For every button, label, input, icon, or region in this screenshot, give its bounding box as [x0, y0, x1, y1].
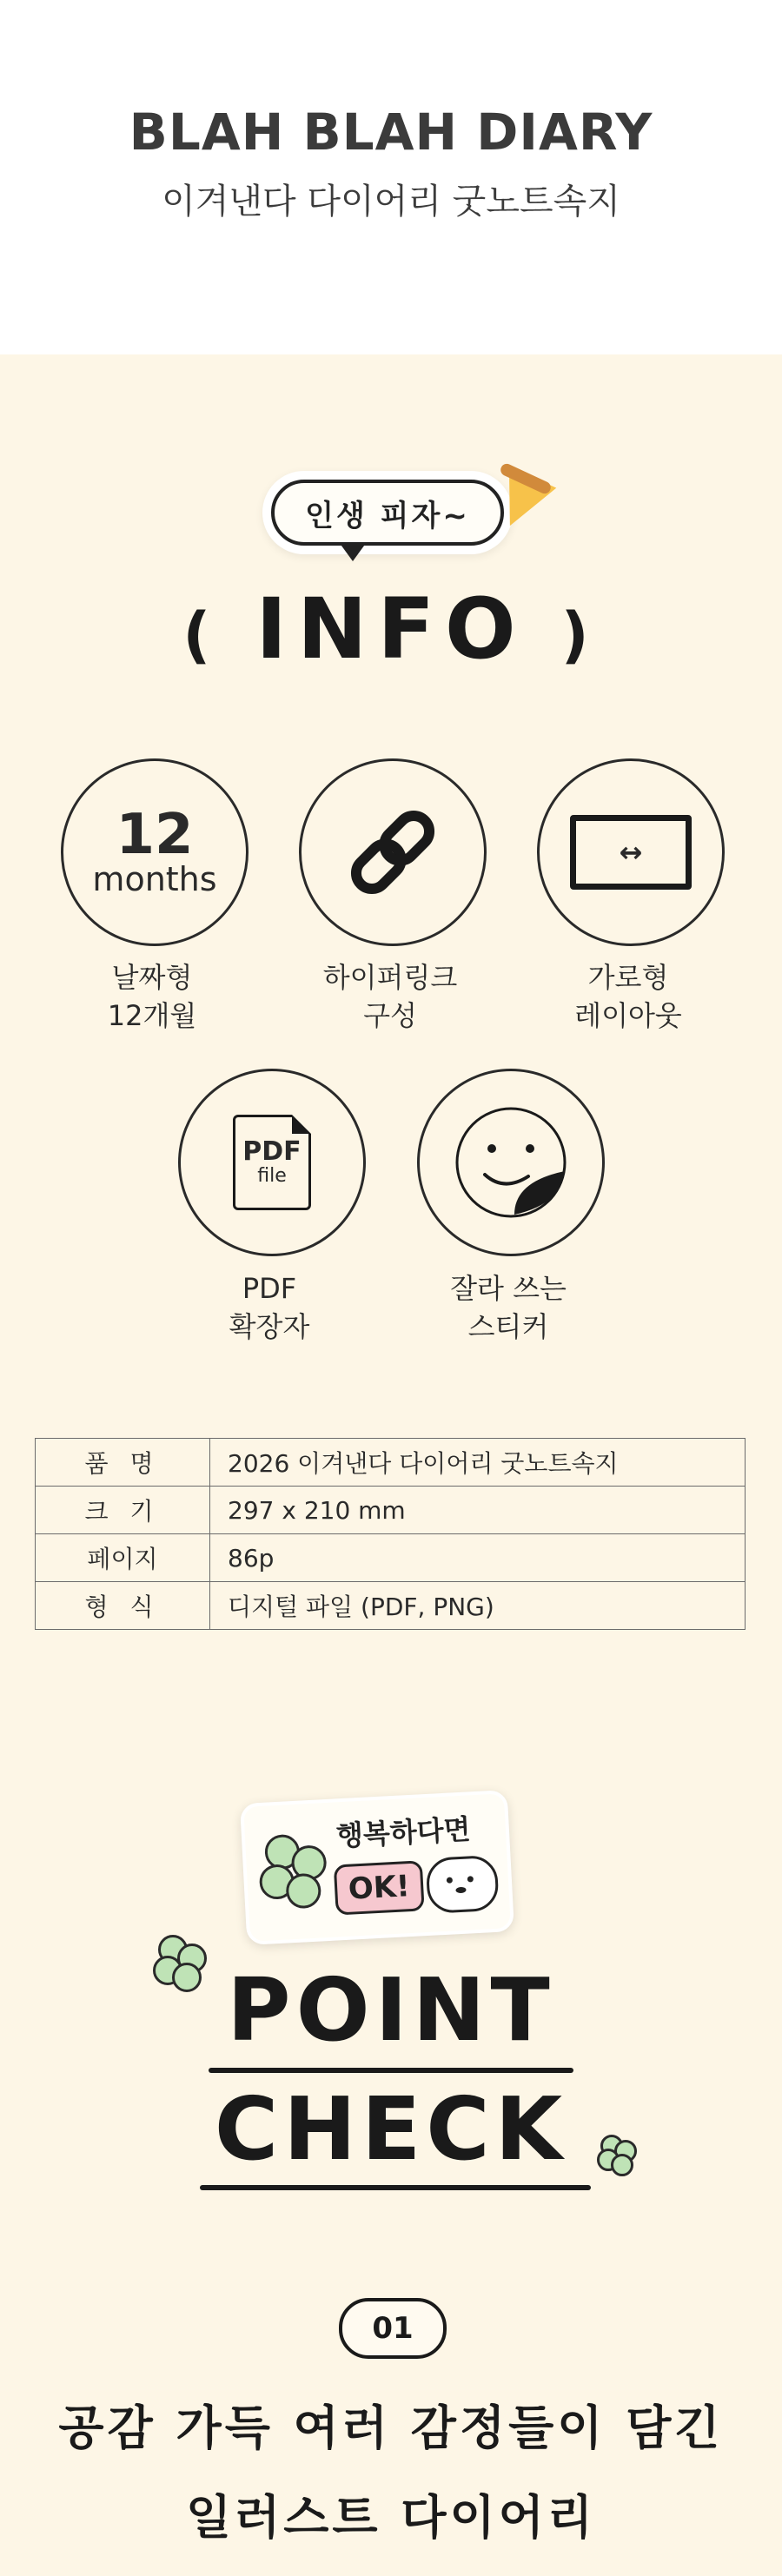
- check-title: CHECK: [214, 2078, 568, 2180]
- feature-caption-dates: [48, 958, 256, 1035]
- smiley-sticker-graphic: [450, 1102, 572, 1223]
- icon-number: 12: [116, 803, 194, 867]
- point-title: POINT: [227, 1959, 555, 2061]
- feature-caption-hyperlink: [286, 958, 494, 1035]
- feature-line1: 가로형: [587, 961, 669, 994]
- underline-squiggle: [209, 2068, 573, 2073]
- info-title-text: INFO: [255, 580, 527, 678]
- feature-line1: 날짜형: [111, 961, 193, 994]
- puppy-icon: [426, 1855, 500, 1914]
- spec-key: 페이지: [36, 1534, 210, 1582]
- point-headline-line2: 일러스트 다이어리: [185, 2490, 597, 2545]
- underline-squiggle: [200, 2185, 591, 2190]
- table-row: [36, 1439, 746, 1487]
- point-headline-line1: 공감 가득 여러 감정들이 담긴: [58, 2401, 724, 2455]
- icon-text: months: [92, 860, 217, 898]
- spec-key: 형 식: [36, 1582, 210, 1630]
- ok-badge: OK!: [334, 1860, 425, 1915]
- link-chain-icon: [299, 758, 487, 946]
- file-shape: [233, 1115, 311, 1210]
- spec-value: 2026 이겨낸다 다이어리 굿노트속지: [210, 1439, 746, 1487]
- info-sticker: [261, 469, 573, 556]
- table-row: [36, 1582, 746, 1630]
- happy-ok-sticker: [240, 1790, 514, 1945]
- spec-value: 디지털 파일 (PDF, PNG): [210, 1582, 746, 1630]
- sticker-text: 행복하다면: [335, 1812, 472, 1853]
- right-paren-icon: ): [560, 599, 600, 671]
- feature-line2: 구성: [363, 999, 417, 1032]
- speech-bubble-tail: [339, 542, 367, 561]
- spec-key: 품 명: [36, 1439, 210, 1487]
- file-corner: [292, 1115, 311, 1134]
- landscape-layout-icon: [537, 758, 725, 946]
- peel-sticker-icon: [417, 1069, 605, 1256]
- header: [0, 0, 782, 354]
- feature-line1: PDF: [242, 1272, 297, 1305]
- chain-graphic: [341, 800, 445, 904]
- table-row: [36, 1487, 746, 1534]
- feature-caption-sticker: [404, 1269, 613, 1346]
- pdf-text: PDF: [242, 1136, 302, 1167]
- feature-caption-landscape: [524, 958, 732, 1035]
- brand-subtitle: 이겨낸다 다이어리 굿노트속지: [162, 182, 620, 222]
- arrows-icon: ↔: [570, 815, 692, 890]
- spec-table: [35, 1438, 746, 1630]
- file-text: file: [257, 1165, 287, 1187]
- spec-key: 크 기: [36, 1487, 210, 1534]
- info-heading: [0, 580, 782, 678]
- left-paren-icon: (: [182, 599, 222, 671]
- feature-line2: 스티커: [467, 1310, 549, 1343]
- clover-icon: [252, 1829, 335, 1911]
- pdf-file-icon: [178, 1069, 366, 1256]
- feature-caption-pdf: [165, 1269, 374, 1346]
- feature-line2: 레이아웃: [574, 999, 682, 1032]
- feature-line2: 확장자: [229, 1310, 310, 1343]
- table-row: [36, 1534, 746, 1582]
- spec-value: 86p: [210, 1534, 746, 1582]
- feature-line1: 잘라 쓰는: [450, 1272, 567, 1305]
- feature-line1: 하이퍼링크: [322, 961, 458, 994]
- calendar-months-icon: [61, 758, 249, 946]
- point-number-badge: 01: [339, 2298, 447, 2359]
- feature-line2: 12개월: [107, 999, 197, 1032]
- brand-title: BLAH BLAH DIARY: [129, 103, 653, 162]
- speech-bubble: 인생 피자~: [271, 480, 504, 546]
- spec-value: 297 x 210 mm: [210, 1487, 746, 1534]
